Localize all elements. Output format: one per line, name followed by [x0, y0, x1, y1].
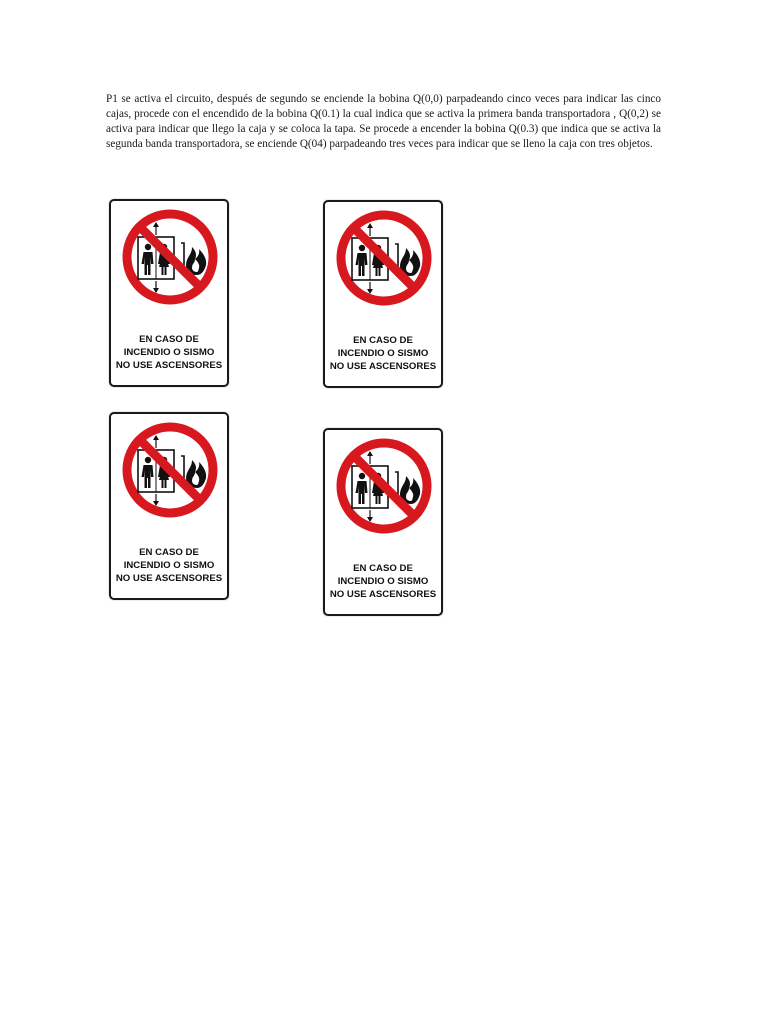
sign-caption-line-1: EN CASO DE: [139, 334, 199, 345]
sign-caption-line-2: INCENDIO O SISMO: [123, 347, 215, 358]
elevator-warning-sign: [323, 200, 443, 388]
sign-caption-line-1: EN CASO DE: [353, 563, 413, 574]
sign-caption-line-2: INCENDIO O SISMO: [337, 348, 429, 359]
sign-caption-line-2: INCENDIO O SISMO: [337, 576, 429, 587]
no-elevator-in-fire-icon: [334, 208, 434, 308]
sign-caption: [325, 562, 441, 601]
sign-caption-line-1: EN CASO DE: [353, 335, 413, 346]
elevator-warning-sign: [323, 428, 443, 616]
sign-caption: [325, 334, 441, 373]
no-elevator-in-fire-icon: [334, 436, 434, 536]
body-paragraph: P1 se activa el circuito, después de segundo se enciende la bobina Q(0,0) parpadeando cinco veces para indicar las cinco cajas, procede con el encendido de la bobina Q(0.1) la cual indica que se activa la primera banda transportadora , Q(0,2) se activa para indicar que llego la caja y se coloca la tapa. Se procede a encender la bobina Q(0.3) que indica que se activa la segunda banda transportadora, se enciende Q(04) parpadeando tres veces para indicar que se lleno la caja con tres objetos.: [106, 93, 661, 150]
sign-caption-line-3: NO USE ASCENSORES: [329, 589, 437, 600]
elevator-warning-sign: [109, 199, 229, 387]
sign-caption-line-3: NO USE ASCENSORES: [115, 573, 223, 584]
no-elevator-in-fire-icon: [120, 207, 220, 307]
sign-caption-line-2: INCENDIO O SISMO: [123, 560, 215, 571]
sign-caption-line-3: NO USE ASCENSORES: [329, 361, 437, 372]
sign-caption-line-3: NO USE ASCENSORES: [115, 360, 223, 371]
sign-caption: [111, 333, 227, 372]
sign-caption: [111, 546, 227, 585]
no-elevator-in-fire-icon: [120, 420, 220, 520]
sign-caption-line-1: EN CASO DE: [139, 547, 199, 558]
elevator-warning-sign: [109, 412, 229, 600]
